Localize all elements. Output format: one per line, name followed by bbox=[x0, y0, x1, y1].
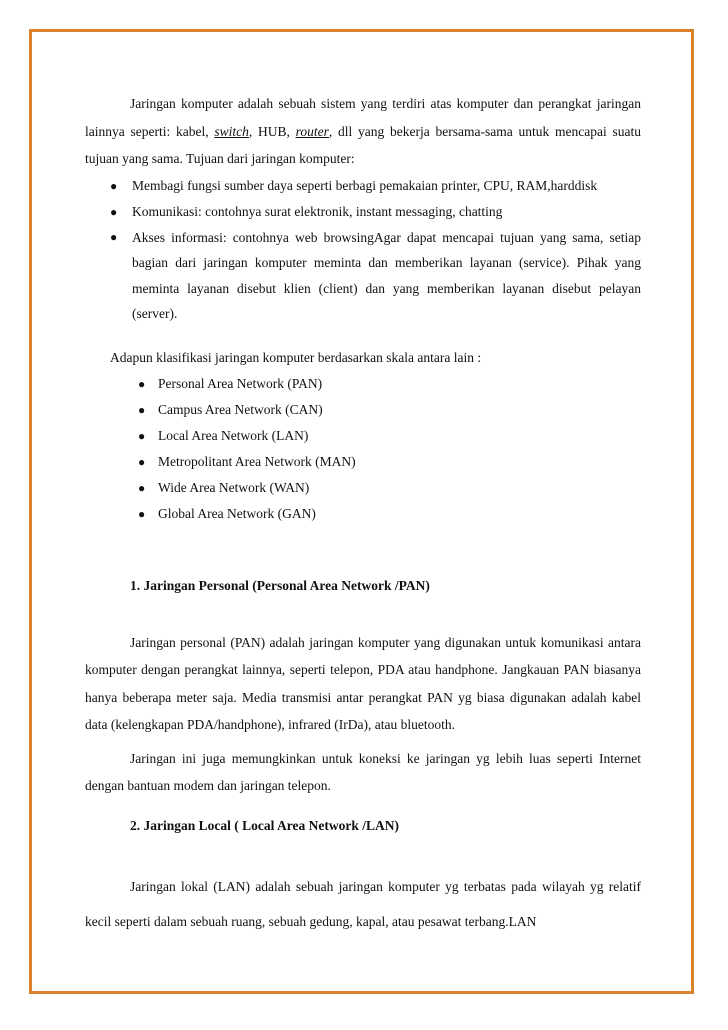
bullet-icon: ● bbox=[110, 204, 118, 219]
classification-intro: Adapun klasifikasi jaringan komputer berdasarkan skala antara lain : bbox=[110, 349, 482, 365]
list-item: ● Global Area Network (GAN) bbox=[85, 501, 641, 527]
section-heading-lan: 2. Jaringan Local ( Local Area Network /LAN) bbox=[130, 817, 399, 833]
section-heading-pan: 1. Jaringan Personal (Personal Area Network /PAN) bbox=[130, 577, 430, 593]
list-item: ● Akses informasi: contohnya web browsingAgar dapat mencapai tujuan yang sama, setiap bagian dari jaringan komputer meminta dan memberikan layanan (service). Pihak yang meminta layanan disebut klien (client) dan yang memberikan layanan disebut pelayan (server). bbox=[85, 225, 641, 327]
list-item: ● Komunikasi: contohnya surat elektronik, instant messaging, chatting bbox=[85, 199, 641, 225]
goals-list bbox=[85, 173, 641, 327]
document-body bbox=[85, 90, 641, 939]
router-term: router bbox=[295, 123, 329, 139]
list-item: ● Metropolitant Area Network (MAN) bbox=[85, 449, 641, 475]
pan-internet-paragraph: Jaringan ini juga memungkinkan untuk koneksi ke jaringan yg lebih luas seperti Internet dengan bantuan modem dan jaringan telepon. bbox=[85, 750, 641, 793]
bullet-icon: ● bbox=[138, 428, 146, 443]
bullet-icon: ● bbox=[138, 402, 146, 417]
bullet-icon: ● bbox=[110, 229, 118, 244]
lan-paragraph: Jaringan lokal (LAN) adalah sebuah jaringan komputer yg terbatas pada wilayah yg relatif kecil seperti dalam sebuah ruang, sebuah gedung, kapal, atau pesawat terbang.LAN bbox=[85, 878, 641, 929]
bullet-icon: ● bbox=[138, 376, 146, 391]
list-item: ● Personal Area Network (PAN) bbox=[85, 371, 641, 397]
list-item: ● Membagi fungsi sumber daya seperti berbagi pemakaian printer, CPU, RAM,harddisk bbox=[85, 173, 641, 199]
bullet-icon: ● bbox=[110, 178, 118, 193]
bullet-icon: ● bbox=[138, 506, 146, 521]
bullet-icon: ● bbox=[138, 480, 146, 495]
list-item: ● Local Area Network (LAN) bbox=[85, 423, 641, 449]
list-item: ● Wide Area Network (WAN) bbox=[85, 475, 641, 501]
pan-paragraph: Jaringan personal (PAN) adalah jaringan komputer yang digunakan untuk komunikasi antara komputer dengan perangkat lainnya, seperti telepon, PDA atau handphone. Jangkauan PAN biasanya hanya beberapa meter saja. Media transmisi antar perangkat PAN yg biasa digunakan adalah kabel data (kelengkapan PDA/handphone), infrared (IrDa), atau bluetooth. bbox=[85, 634, 641, 732]
switch-term: switch bbox=[214, 123, 249, 139]
intro-paragraph: Jaringan komputer adalah sebuah sistem yang terdiri atas komputer dan perangkat jaringan lainnya seperti: kabel, switch, HUB, router, dll yang bekerja bersama-sama untuk mencapai suatu tujuan yang sama. Tujuan dari jaringan komputer: bbox=[85, 96, 641, 166]
classification-list bbox=[85, 371, 641, 527]
bullet-icon: ● bbox=[138, 454, 146, 469]
list-item: ● Campus Area Network (CAN) bbox=[85, 397, 641, 423]
